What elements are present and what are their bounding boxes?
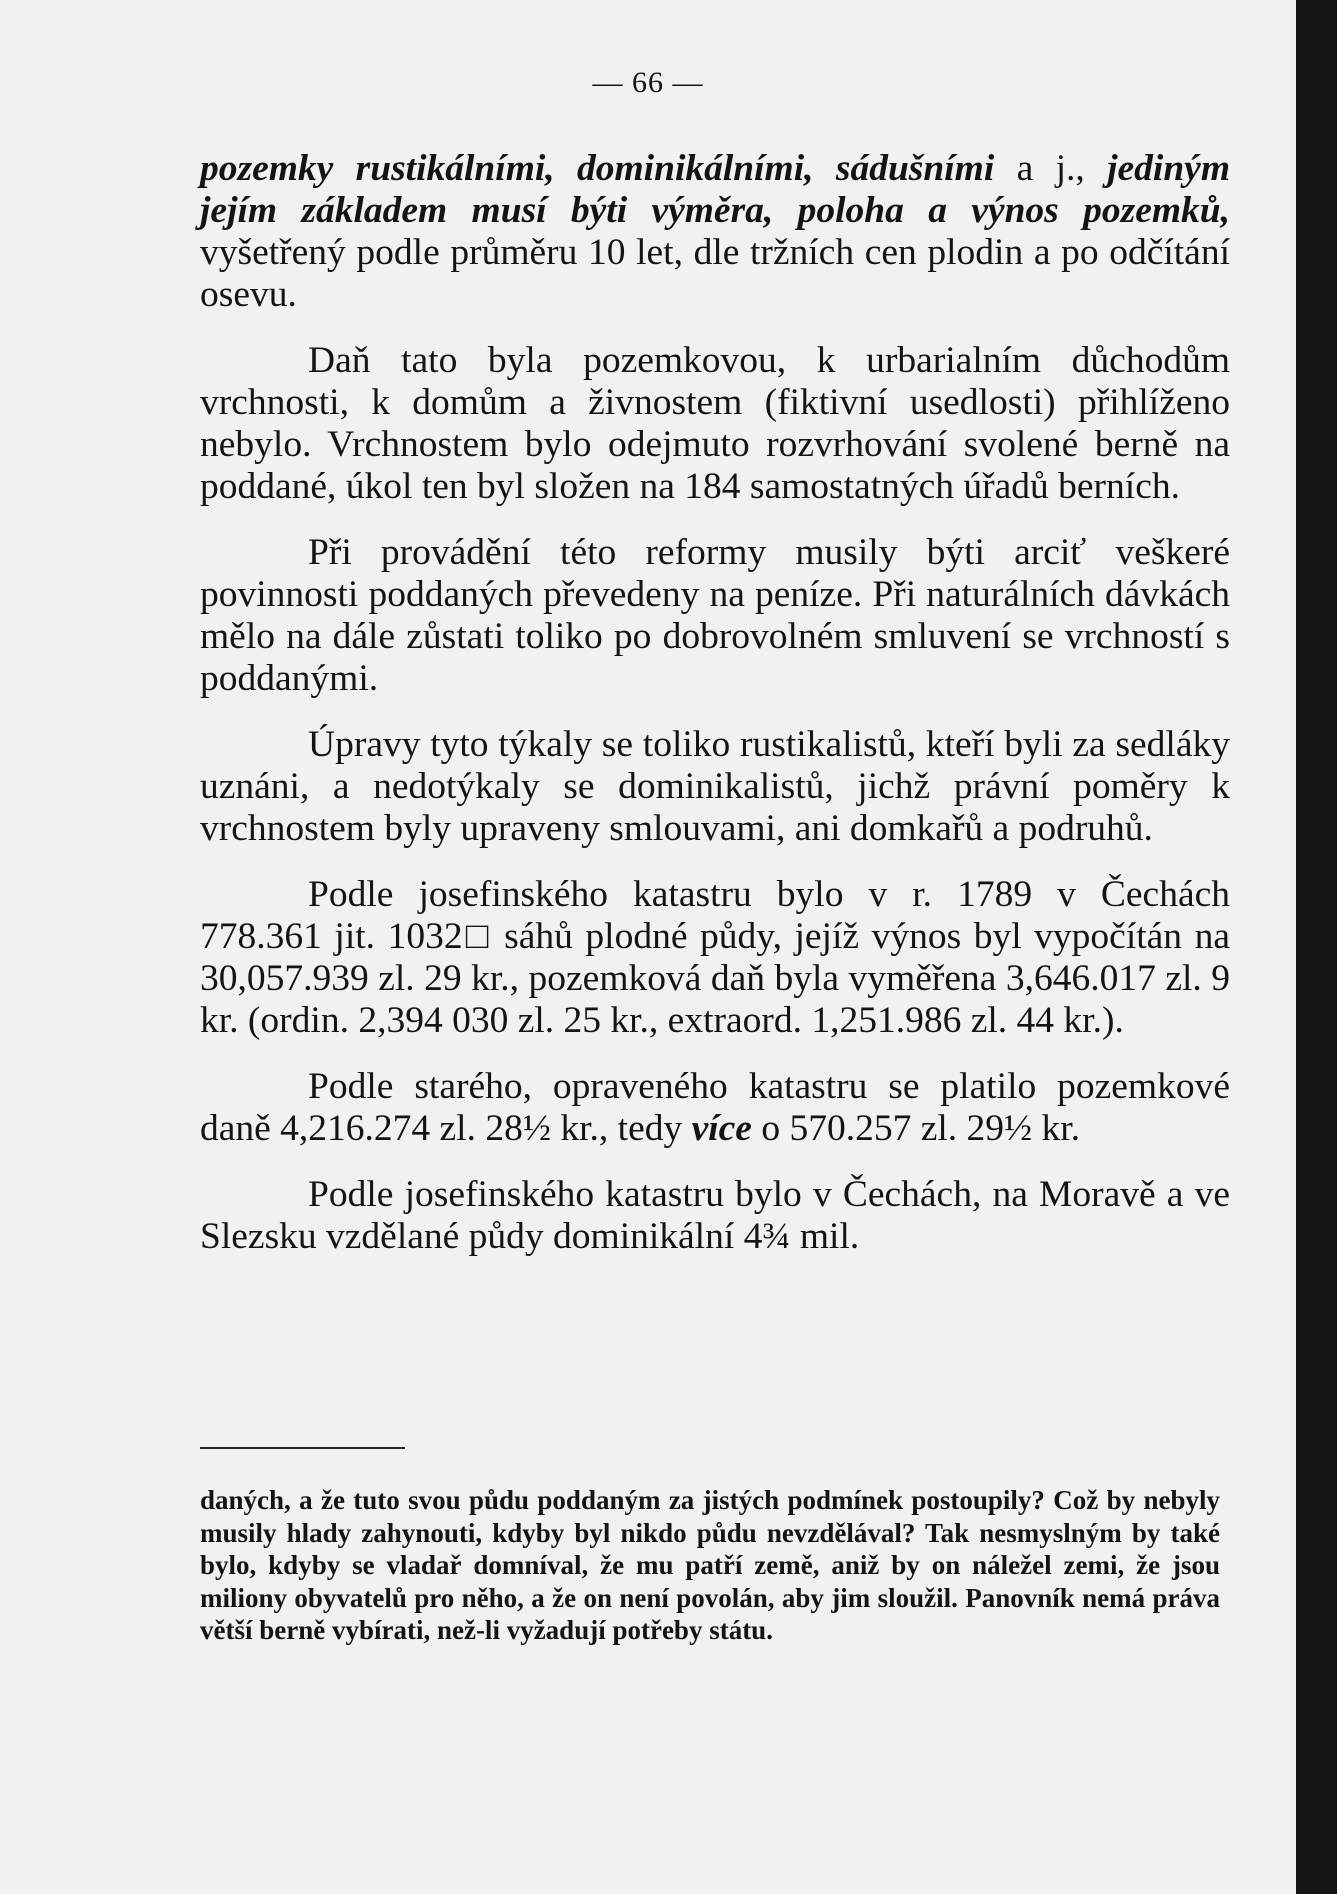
paragraph-7: Podle josefinského katastru bylo v Čechách, na Moravě a ve Slezsku vzdělané půdy dominikální 4¾ mil. bbox=[200, 1174, 1230, 1257]
paragraph-1-text-b: vyšetřený podle průměru 10 let, dle tržních cen plodin a po odčítání osevu. bbox=[200, 232, 1230, 315]
paragraph-3: Při provádění této reformy musily býti arciť veškeré povinnosti poddaných převedeny na peníze. Při naturálních dávkách mělo na dále zůstati toliko po dobrovolném smluvení se vrchností s poddanými. bbox=[200, 532, 1230, 699]
emphasis-tax-basis: jediným jejím základem musí býti výměra, poloha a výnos pozemků, bbox=[200, 148, 1230, 231]
paragraph-5: Podle josefinského katastru bylo v r. 1789 v Čechách 778.361 jit. 1032□ sáhů plodné půdy, jejíž výnos byl vypočítán na 30,057.939 zl. 29 kr., pozemková daň byla vyměřena 3,646.017 zl. 9 kr. (ordin. 2,394 030 zl. 25 kr., extraord. 1,251.986 zl. 44 kr.). bbox=[200, 874, 1230, 1041]
paragraph-1-text-a: a j., bbox=[994, 148, 1108, 189]
paragraph-1 bbox=[200, 148, 1230, 316]
paragraph-6-text-a: Podle starého, opraveného katastru se platilo pozemkové daně 4,216.274 zl. 28½ kr., tedy bbox=[200, 1066, 1230, 1149]
emphasis-more: více bbox=[691, 1108, 752, 1149]
scan-edge bbox=[1296, 0, 1337, 1894]
paragraph-2: Daň tato byla pozemkovou, k urbarialním důchodům vrchnosti, k domům a živnostem (fiktivní usedlosti) přihlíženo nebylo. Vrchnostem bylo odejmuto rozvrhování svolené berně na poddané, úkol ten byl složen na 184 samostatných úřadů berních. bbox=[200, 340, 1230, 507]
footnote-divider bbox=[200, 1447, 405, 1449]
footnote-text: daných, a že tuto svou půdu poddaným za jistých podmínek postoupily? Což by nebyly musily hlady zahynouti, kdyby byl nikdo půdu nevzdělával? Tak nesmyslným by také bylo, kdyby se vladař domníval, že mu patří země, aniž by on náležel zemi, že jsou miliony obyvatelů pro něho, a že on není povolán, aby jim sloužil. Panovník nemá práva větší berně vybírati, než-li vyžadují potřeby státu. bbox=[200, 1485, 1220, 1645]
paragraph-6-text-b: o 570.257 zl. 29½ kr. bbox=[751, 1108, 1081, 1149]
paragraph-6 bbox=[200, 1066, 1230, 1150]
emphasis-land-types: pozemky rustikálními, dominikálními, sádušními bbox=[200, 148, 995, 189]
paragraph-4: Úpravy tyto týkaly se toliko rustikalistů, kteří byli za sedláky uznáni, a nedotýkaly se dominikalistů, jichž právní poměry k vrchnostem byly upraveny smlouvami, ani domkařů a podruhů. bbox=[200, 724, 1230, 849]
page-number: — 66 — bbox=[592, 66, 704, 99]
footnote bbox=[200, 1484, 1220, 1647]
main-text bbox=[200, 148, 1230, 1282]
